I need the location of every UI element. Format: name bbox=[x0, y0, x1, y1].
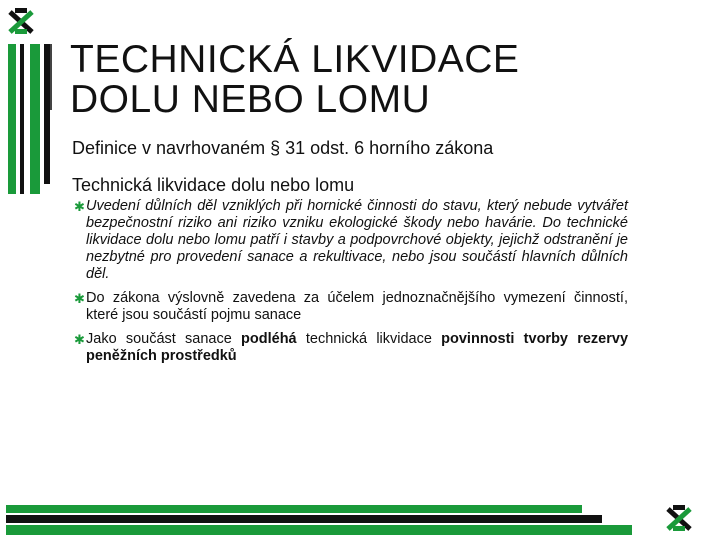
asterisk-bullet-icon: ✱ bbox=[74, 332, 85, 347]
mining-emblem-icon bbox=[664, 503, 694, 533]
section-heading: Technická likvidace dolu nebo lomu bbox=[72, 175, 355, 195]
decorative-bar bbox=[30, 44, 40, 194]
page-title bbox=[70, 40, 690, 120]
mining-emblem-icon bbox=[6, 6, 36, 36]
asterisk-bullet-icon: ✱ bbox=[74, 199, 85, 214]
list-item bbox=[76, 331, 628, 365]
title-line-2: DOLU NEBO LOMU bbox=[70, 78, 431, 121]
bullet-text-bold: povinnosti tvorby rezervy peněžních prostředků bbox=[86, 331, 629, 364]
bullet-list bbox=[76, 198, 628, 372]
decorative-bar bbox=[6, 515, 602, 523]
decorative-bar bbox=[6, 525, 632, 535]
bullet-text: Do zákona výslovně zavedena za účelem jednoznačnějšího vymezení činností, které jsou součástí pojmu sanace bbox=[86, 290, 628, 323]
decorative-bar bbox=[6, 505, 582, 513]
title-line-1: TECHNICKÁ LIKVIDACE bbox=[70, 38, 520, 81]
bullet-text: Uvedení důlních děl vzniklých při hornické činnosti do stavu, který nebude vytvářet bezpečnostní riziko ani riziko vzniku ekologické škody nebo havárie. Do technické likvidace dolu nebo lomu patří i stavby a podpovrchové objekty, jejichž odstranění je nezbytné pro provedení sanace a rekultivace, nebo jsou součástí hlavních důlních děl. bbox=[86, 198, 628, 282]
decorative-bar bbox=[8, 44, 16, 194]
subtitle: Definice v navrhovaném § 31 odst. 6 horního zákona bbox=[72, 138, 494, 158]
bullet-text-bold: podléhá bbox=[241, 331, 297, 347]
list-item bbox=[76, 198, 628, 283]
bullet-text-part: technická likvidace bbox=[296, 331, 442, 347]
list-item bbox=[76, 290, 628, 324]
decorative-bar bbox=[50, 44, 52, 110]
bullet-text-part: Jako součást sanace bbox=[86, 331, 242, 347]
asterisk-bullet-icon: ✱ bbox=[74, 291, 85, 306]
decorative-bar bbox=[20, 44, 24, 194]
